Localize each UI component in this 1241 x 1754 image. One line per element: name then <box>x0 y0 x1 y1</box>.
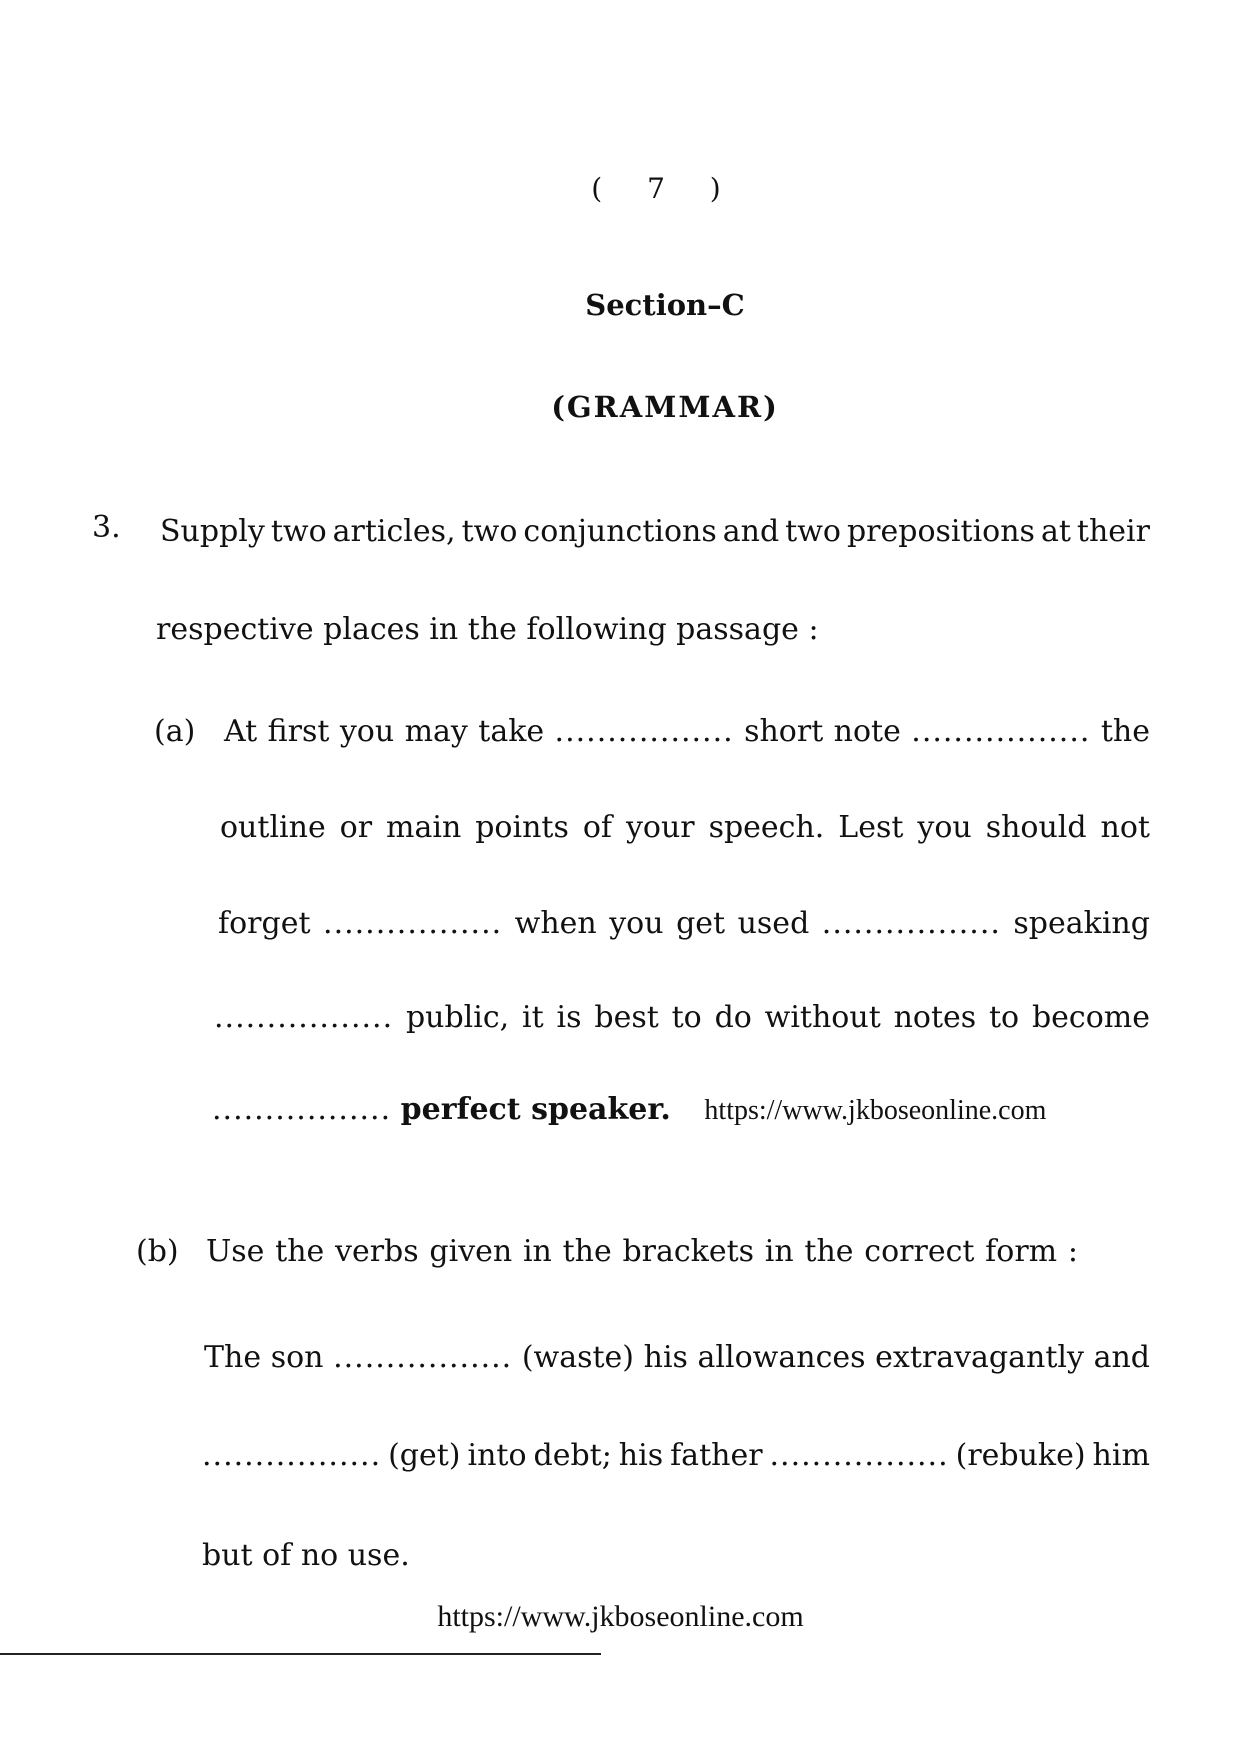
word: note <box>833 714 901 749</box>
word: conjunctions <box>523 514 717 549</box>
word: : <box>1067 1234 1078 1269</box>
word: the <box>1100 714 1150 749</box>
word: should <box>985 810 1087 845</box>
word: used <box>737 906 810 941</box>
word: correct <box>864 1234 975 1269</box>
word: the <box>804 1234 854 1269</box>
word: of <box>582 810 612 845</box>
word: speaking <box>1013 906 1150 941</box>
word: brackets <box>622 1234 755 1269</box>
word: two <box>785 514 841 549</box>
word: the <box>275 1234 325 1269</box>
part-a-line-4 <box>214 998 1150 1038</box>
word: his <box>618 1438 664 1473</box>
blank: ................. <box>212 1092 392 1127</box>
question-intro-line-2: respective places in the following passage : <box>156 612 819 647</box>
part-a-line-1 <box>224 712 1150 752</box>
part-b-line-2 <box>202 1436 1150 1476</box>
section-subtitle: (GRAMMAR) <box>551 390 779 424</box>
word: your <box>625 810 695 845</box>
section-title: Section–C <box>585 288 745 322</box>
word: become <box>1031 1000 1150 1035</box>
part-a-line-5 <box>212 1090 1046 1131</box>
word: his <box>643 1340 688 1375</box>
word: forget <box>218 906 311 941</box>
word: two <box>270 514 327 549</box>
word: Lest <box>838 810 904 845</box>
question-intro-line-1 <box>160 512 1150 552</box>
part-a-line-2 <box>220 808 1150 848</box>
blank: ................. <box>202 1438 382 1473</box>
word: and <box>722 514 780 549</box>
word: you <box>609 906 664 941</box>
word: given <box>429 1234 513 1269</box>
word: you <box>339 714 395 749</box>
word: Supply <box>160 514 265 549</box>
word: him <box>1092 1438 1150 1473</box>
word: when <box>514 906 597 941</box>
part-b-line-3: but of no use. <box>202 1538 410 1573</box>
part-b-line-1 <box>204 1338 1150 1378</box>
word: perfect speaker. <box>400 1092 671 1127</box>
word: in <box>522 1234 552 1269</box>
footer-url[interactable]: https://www.jkboseonline.com <box>437 1600 804 1633</box>
word: Use <box>206 1234 265 1269</box>
word: it <box>522 1000 544 1035</box>
word: speech. <box>708 810 825 845</box>
word: form <box>985 1234 1058 1269</box>
word: points <box>475 810 569 845</box>
word: father <box>670 1438 763 1473</box>
blank: ................. <box>911 714 1091 749</box>
word: do <box>714 1000 752 1035</box>
word: outline <box>220 810 326 845</box>
blank: ................. <box>333 1340 513 1375</box>
word: the <box>562 1234 612 1269</box>
part-a-label: (a) <box>154 714 196 749</box>
word: without <box>764 1000 881 1035</box>
word: to <box>671 1000 702 1035</box>
page-number: ( 7 ) <box>591 172 739 205</box>
word: may <box>404 714 468 749</box>
blank: ................. <box>769 1438 949 1473</box>
word: you <box>917 810 972 845</box>
word: debt; <box>533 1438 612 1473</box>
word: extravagantly <box>875 1340 1084 1375</box>
word: allowances <box>697 1340 866 1375</box>
word: get <box>676 906 726 941</box>
word: not <box>1100 810 1150 845</box>
word: or <box>339 810 373 845</box>
blank: ................. <box>214 1000 394 1035</box>
word: best <box>594 1000 659 1035</box>
watermark-url[interactable]: https://www.jkboseonline.com <box>704 1095 1047 1126</box>
word: The <box>204 1340 262 1375</box>
word: and <box>1093 1340 1150 1375</box>
blank: ................. <box>821 906 1001 941</box>
word: to <box>989 1000 1020 1035</box>
footer-divider <box>0 1653 601 1655</box>
word: (rebuke) <box>955 1438 1086 1473</box>
word: son <box>270 1340 324 1375</box>
word: articles, <box>332 514 456 549</box>
word: public, <box>405 1000 510 1035</box>
word: prepositions <box>846 514 1035 549</box>
part-b-label: (b) <box>136 1234 179 1269</box>
question-number: 3. <box>92 510 121 545</box>
word: main <box>386 810 462 845</box>
blank: ................. <box>554 714 734 749</box>
word: take <box>478 714 545 749</box>
part-a-line-3 <box>218 904 1150 944</box>
word: short <box>744 714 824 749</box>
word: verbs <box>335 1234 419 1269</box>
part-b-instruction <box>206 1232 1078 1272</box>
word: two <box>461 514 518 549</box>
word: is <box>556 1000 582 1035</box>
word: notes <box>893 1000 977 1035</box>
word: in <box>764 1234 794 1269</box>
word: At <box>224 714 258 749</box>
word: into <box>467 1438 527 1473</box>
word: their <box>1076 514 1150 549</box>
word: (get) <box>388 1438 461 1473</box>
word: first <box>267 714 330 749</box>
word: (waste) <box>521 1340 635 1375</box>
word: at <box>1040 514 1071 549</box>
blank: ................. <box>323 906 503 941</box>
